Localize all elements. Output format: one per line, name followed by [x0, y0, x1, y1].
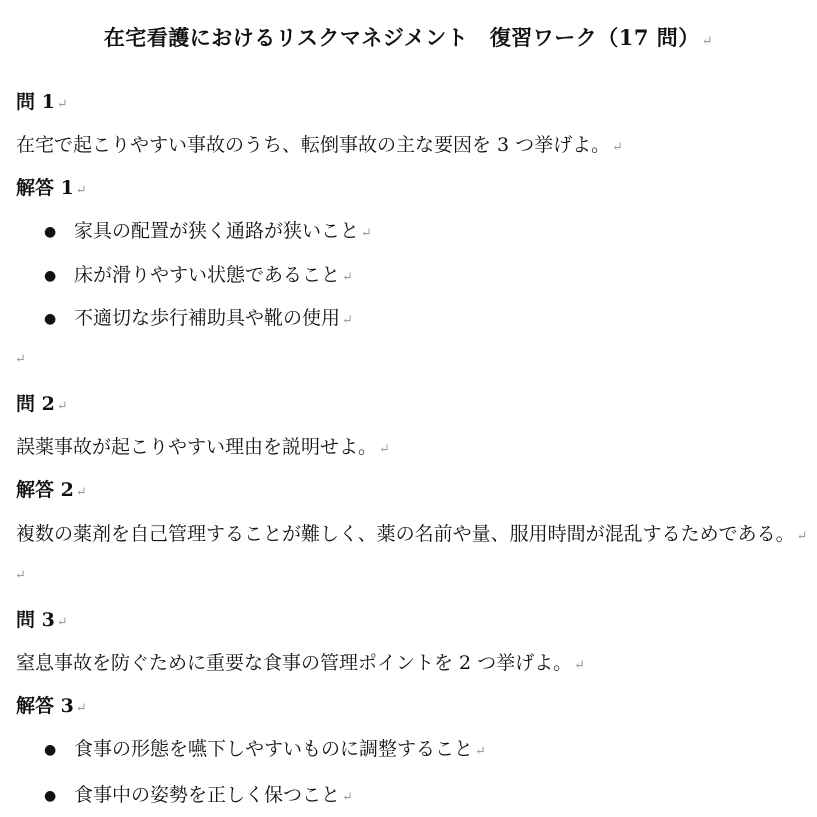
answer-1-heading: [16, 176, 87, 203]
answer-3-list-item: [44, 783, 353, 810]
bullet-icon: ●: [44, 311, 57, 327]
paragraph-mark-icon: ↵: [56, 399, 68, 414]
question-3-heading: [16, 608, 68, 635]
answer-2-heading: [16, 478, 87, 505]
paragraph-mark-icon: ↵: [612, 140, 624, 155]
question-text: 窒息事故を防ぐために重要な食事の管理ポイントを 2 つ挙げよ。: [16, 652, 573, 674]
empty-paragraph-mark-icon: ↵: [15, 568, 26, 583]
bullet-icon: ●: [44, 788, 57, 804]
bullet-icon: ●: [44, 742, 57, 758]
paragraph-mark-icon: ↵: [342, 270, 353, 285]
bullet-icon: ●: [44, 268, 57, 284]
paragraph-mark-icon: ↵: [75, 701, 87, 716]
paragraph-mark-icon: ↵: [574, 658, 586, 673]
list-item-text: 床が滑りやすい状態であること: [74, 264, 341, 286]
empty-paragraph-mark-icon: ↵: [15, 352, 26, 367]
answer-1-list-item: [44, 219, 372, 246]
answer-heading-text: 解答 1: [16, 177, 74, 199]
bullet-icon: ●: [44, 224, 57, 240]
paragraph-mark-icon: ↵: [796, 529, 808, 544]
question-2-text: [16, 435, 390, 462]
list-item-text: 家具の配置が狭く通路が狭いこと: [74, 220, 360, 242]
answer-3-list-item: [44, 737, 486, 764]
question-2-heading: [16, 392, 68, 419]
question-1-text: [16, 133, 623, 160]
answer-2-text: [16, 522, 808, 549]
paragraph-mark-icon: ↵: [361, 226, 372, 241]
paragraph-mark-icon: ↵: [75, 183, 87, 198]
paragraph-mark-icon: ↵: [379, 442, 390, 457]
paragraph-mark-icon: ↵: [342, 313, 353, 328]
question-heading-text: 問 2: [16, 393, 55, 415]
paragraph-mark-icon: ↵: [342, 790, 353, 805]
question-heading-text: 問 1: [16, 91, 55, 113]
paragraph-mark-icon: ↵: [75, 485, 87, 500]
list-item-text: 不適切な歩行補助具や靴の使用: [74, 307, 341, 329]
paragraph-mark-icon: ↵: [475, 744, 486, 759]
question-text: 誤薬事故が起こりやすい理由を説明せよ。: [16, 436, 378, 458]
answer-heading-text: 解答 2: [16, 479, 74, 501]
answer-1-list-item: [44, 263, 353, 290]
paragraph-mark-icon: ↵: [56, 97, 68, 112]
answer-heading-text: 解答 3: [16, 695, 74, 717]
question-3-text: [16, 651, 585, 678]
answer-1-list-item: [44, 306, 353, 333]
question-heading-text: 問 3: [16, 609, 55, 631]
list-item-text: 食事中の姿勢を正しく保つこと: [74, 784, 341, 806]
paragraph-mark-icon: ↵: [701, 34, 714, 49]
list-item-text: 食事の形態を嚥下しやすいものに調整すること: [74, 738, 474, 760]
answer-3-heading: [16, 694, 87, 721]
title-text: 在宅看護におけるリスクマネジメント 復習ワーク（17 問）: [103, 25, 700, 50]
question-1-heading: [16, 90, 68, 117]
answer-text: 複数の薬剤を自己管理することが難しく、薬の名前や量、服用時間が混乱するためである。: [16, 523, 795, 545]
question-text: 在宅で起こりやすい事故のうち、転倒事故の主な要因を 3 つ挙げよ。: [16, 134, 611, 156]
document-title: [0, 22, 817, 52]
paragraph-mark-icon: ↵: [56, 615, 68, 630]
